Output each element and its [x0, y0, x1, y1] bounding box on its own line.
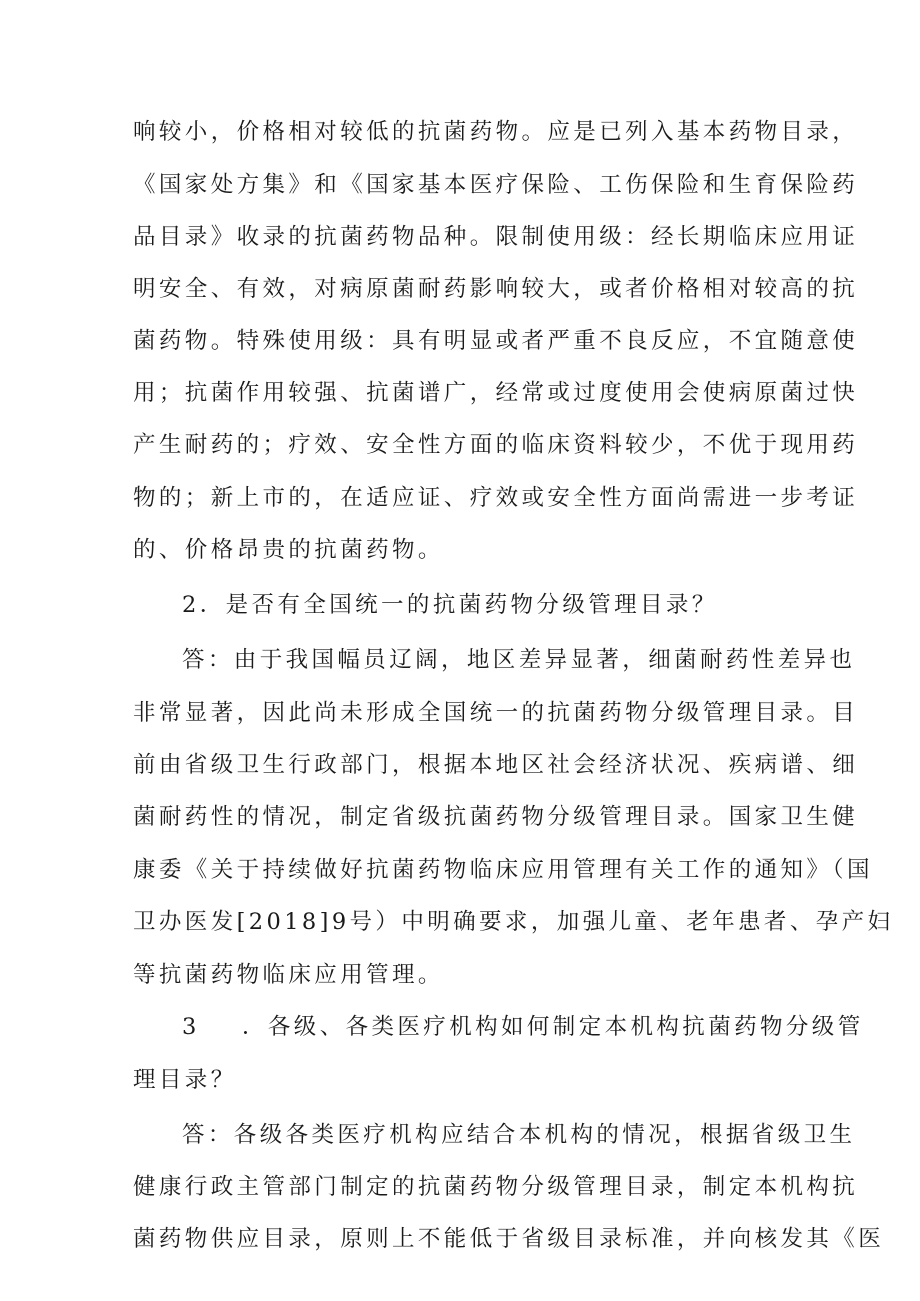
answer-2-line: 菌耐药性的情况，制定省级抗菌药物分级管理目录。国家卫生健 — [133, 804, 859, 830]
paragraph-1-line: 品目录》收录的抗菌药物品种。限制使用级：经长期临床应用证 — [133, 224, 859, 250]
answer-2-line: 前由省级卫生行政部门，根据本地区社会经济状况、疾病谱、细 — [133, 752, 859, 778]
answer-3-line: 菌药物供应目录，原则上不能低于省级目录标准，并向核发其《医 — [133, 1226, 885, 1252]
paragraph-1-line: 产生耐药的；疗效、安全性方面的临床资料较少，不优于现用药 — [133, 432, 859, 458]
answer-2-line: 康委《关于持续做好抗菌药物临床应用管理有关工作的通知》（国 — [133, 857, 873, 883]
answer-2-line: 答：由于我国幅员辽阔，地区差异显著，细菌耐药性差异也 — [182, 647, 856, 673]
question-3-heading: ．各级、各类医疗机构如何制定本机构抗菌药物分级管 — [242, 1014, 864, 1040]
answer-2-line: 卫办医发[2018]9号）中明确要求，加强儿童、老年患者、孕产妇 — [133, 909, 894, 935]
paragraph-1-line: 明安全、有效，对病原菌耐药影响较大，或者价格相对较高的抗 — [133, 276, 859, 302]
answer-3-line: 健康行政主管部门制定的抗菌药物分级管理目录，制定本机构抗 — [133, 1174, 859, 1200]
answer-2-line: 等抗菌药物临床应用管理。 — [133, 962, 444, 988]
paragraph-1-line: 响较小，价格相对较低的抗菌药物。应是已列入基本药物目录， — [133, 119, 859, 145]
paragraph-1-line: 用；抗菌作用较强、抗菌谱广，经常或过度使用会使病原菌过快 — [133, 380, 859, 406]
question-3-number: 3 — [182, 1014, 197, 1040]
paragraph-1-line: 菌药物。特殊使用级：具有明显或者严重不良反应，不宜随意使 — [133, 328, 859, 354]
question-2-heading: 2．是否有全国统一的抗菌药物分级管理目录？ — [182, 592, 718, 618]
question-3-continuation: 理目录？ — [133, 1067, 237, 1093]
paragraph-1-line: 的、价格昂贵的抗菌药物。 — [133, 537, 444, 563]
answer-2-line: 非常显著，因此尚未形成全国统一的抗菌药物分级管理目录。目 — [133, 700, 859, 726]
paragraph-1-line: 物的；新上市的，在适应证、疗效或安全性方面尚需进一步考证 — [133, 485, 859, 511]
paragraph-1-line: 《国家处方集》和《国家基本医疗保险、工伤保险和生育保险药 — [133, 172, 859, 198]
answer-3-line: 答：各级各类医疗机构应结合本机构的情况，根据省级卫生 — [182, 1122, 856, 1148]
